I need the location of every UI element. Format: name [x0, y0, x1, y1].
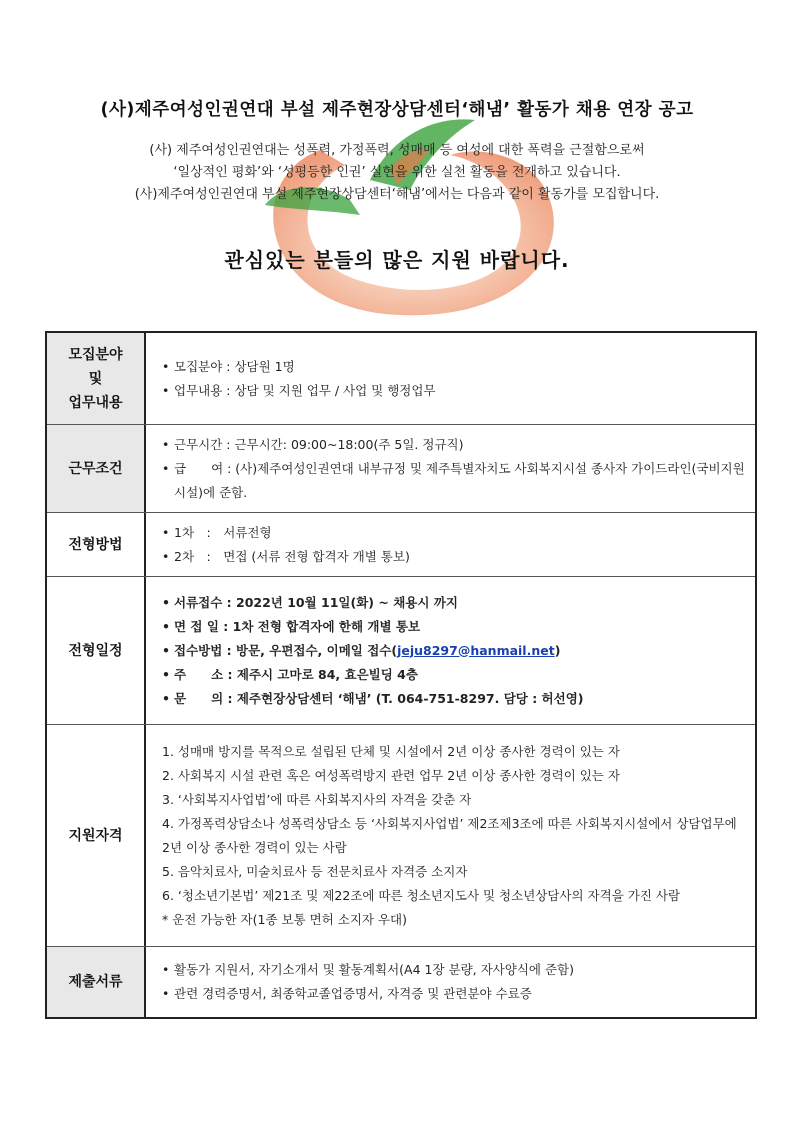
list-item: • 1차 : 서류전형 — [162, 524, 272, 540]
list-item: • 접수방법 : 방문, 우편접수, 이메일 접수(jeju8297@hanmail.net) — [162, 642, 561, 658]
row-content — [146, 577, 755, 724]
row-label: 전형방법 — [47, 513, 146, 576]
intro-line: (사)제주여성인권연대 부설 제주현장상담센터‘해냄’에서는 다음과 같이 활동가를 모집합니다. — [134, 187, 660, 202]
row-label-line: 업무내용 — [68, 394, 123, 411]
table-row-recruit — [47, 333, 755, 425]
table-row-schedule — [47, 577, 755, 725]
list-item: • 근무시간 : 근무시간: 09:00~18:00(주 5일. 정규직) — [162, 436, 464, 452]
list-item: 4. 가정폭력상담소나 성폭력상담소 등 ‘사회복지사업법’ 제2조제3조에 따른 사회복지시설에서 상담업무에 2년 이상 종사한 경력이 있는 사람 — [162, 815, 737, 855]
row-label: 전형일정 — [47, 577, 146, 724]
intro-line: ‘일상적인 평화’와 ‘성평등한 인권’ 실현을 위한 실천 활동을 전개하고 있습니다. — [173, 165, 621, 180]
list-item: • 2차 : 면접 (서류 전형 합격자 개별 통보) — [162, 548, 410, 564]
row-label-line: 모집분야 — [68, 346, 123, 363]
list-item: • 서류접수 : 2022년 10월 11일(화) ~ 채용시 까지 — [162, 594, 458, 610]
email-link[interactable]: jeju8297@hanmail.net — [397, 642, 555, 658]
row-content — [146, 513, 755, 576]
page-title: (사)제주여성인권연대 부설 제주현장상담센터‘해냄’ 활동가 채용 연장 공고 — [100, 100, 694, 120]
list-item: * 운전 가능한 자(1종 보통 면허 소지자 우대) — [162, 911, 407, 927]
row-label — [47, 333, 146, 424]
row-content — [146, 947, 755, 1017]
intro-paragraph — [0, 140, 794, 206]
list-item: • 급 여 : (사)제주여성인권연대 내부규정 및 제주특별자치도 사회복지시설 종사자 가이드라인(국비지원시설)에 준함. — [162, 460, 745, 500]
table-row-qualification — [47, 725, 755, 947]
row-content — [146, 725, 755, 946]
recruitment-table — [45, 331, 757, 1019]
row-content — [146, 333, 755, 424]
row-label-line: 및 — [88, 370, 103, 387]
slogan: 관심있는 분들의 많은 지원 바랍니다. — [224, 248, 570, 272]
list-item: • 문 의 : 제주현장상담센터 ‘해냄’ (T. 064-751-8297. 담당 : 허선영) — [162, 690, 584, 706]
list-item: • 관련 경력증명서, 최종학교졸업증명서, 자격증 및 관련분야 수료증 — [162, 986, 532, 1001]
list-item: 5. 음악치료사, 미술치료사 등 전문치료사 자격증 소지자 — [162, 863, 468, 879]
list-item: 2. 사회복지 시설 관련 혹은 여성폭력방지 관련 업무 2년 이상 종사한 경력이 있는 자 — [162, 767, 620, 783]
table-row-documents — [47, 947, 755, 1017]
list-item: • 활동가 지원서, 자기소개서 및 활동계획서(A4 1장 분량, 자사양식에 준함) — [162, 962, 574, 977]
list-item: 1. 성매매 방지를 목적으로 설립된 단체 및 시설에서 2년 이상 종사한 경력이 있는 자 — [162, 743, 620, 759]
row-label: 지원자격 — [47, 725, 146, 946]
intro-line: (사) 제주여성인권연대는 성폭력, 가정폭력, 성매매 등 여성에 대한 폭력을 근절함으로써 — [149, 143, 645, 158]
row-label: 근무조건 — [47, 425, 146, 512]
list-item: • 주 소 : 제주시 고마로 84, 효은빌딩 4층 — [162, 666, 418, 682]
row-content — [146, 425, 755, 512]
list-item: • 면 접 일 : 1차 전형 합격자에 한해 개별 통보 — [162, 618, 421, 634]
table-row-conditions — [47, 425, 755, 513]
list-item: 3. ‘사회복지사업법’에 따른 사회복지사의 자격을 갖춘 자 — [162, 791, 472, 807]
list-item: • 업무내용 : 상담 및 지원 업무 / 사업 및 행정업무 — [162, 382, 436, 398]
list-item: 6. ‘청소년기본법’ 제21조 및 제22조에 따른 청소년지도사 및 청소년상담사의 자격을 가진 사람 — [162, 887, 681, 903]
list-item: • 모집분야 : 상담원 1명 — [162, 358, 295, 374]
row-label: 제출서류 — [47, 947, 146, 1017]
table-row-method — [47, 513, 755, 577]
